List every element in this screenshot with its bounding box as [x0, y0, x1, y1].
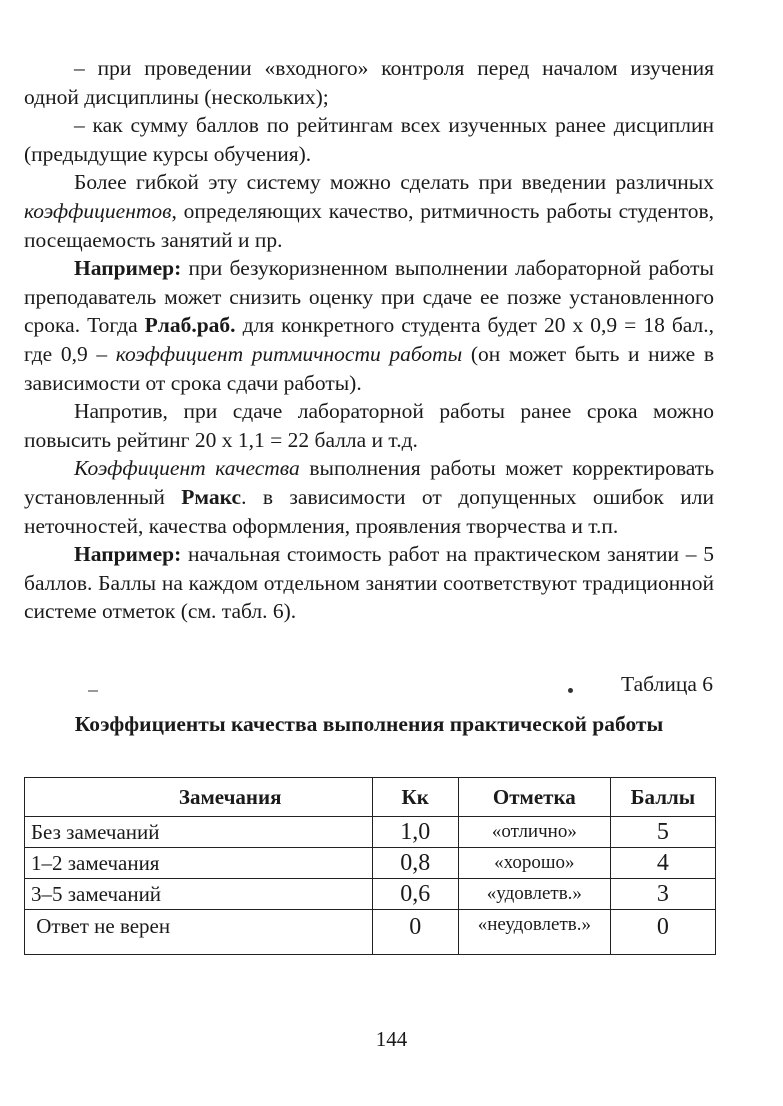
paragraph-text: (он может быть и ниже в зависимости от срока сдачи работы). — [24, 341, 714, 395]
cell-kk: 0 — [372, 910, 458, 955]
body-text — [24, 54, 714, 626]
table-number: Таблица 6 — [621, 672, 713, 696]
paragraph-text: начальная стоимость работ на практическом занятии – 5 баллов. Баллы на каждом отдельном занятии соответствуют традиционной системе отметок (см. табл. 6). — [24, 542, 714, 624]
emphasis-coefficients: коэффициентов — [24, 198, 172, 223]
paragraph-text: . в зависимости от допущенных ошибок или неточностей, качества оформления, проявления творчества и т.п. — [24, 484, 714, 538]
cell-grade: «отлично» — [458, 817, 610, 848]
table-row — [25, 910, 716, 955]
emphasis-rhythm-coefficient: коэффициент ритмичности работы — [115, 341, 463, 366]
cell-kk: 0,8 — [372, 848, 458, 879]
table-row — [25, 879, 716, 910]
paragraph-text: , определяющих качество, ритмичность работы студентов, посещаемость занятий и пр. — [24, 198, 714, 252]
variable-rmax: Рмакс — [181, 484, 242, 509]
paragraph-quality-coefficient — [24, 454, 714, 540]
cell-kk: 1,0 — [372, 817, 458, 848]
cell-points: 4 — [610, 848, 715, 879]
table-header-row — [25, 778, 716, 817]
cell-points: 5 — [610, 817, 715, 848]
quality-coefficients-table — [24, 777, 716, 955]
paragraph-text: для конкретного студента будет 20 x 0,9 = 18 бал., где 0,9 – — [24, 313, 715, 366]
paragraph-text: при безукоризненном выполнении лабораторной работы преподаватель может снизить оценку при сдаче ее позже установленного срока. Тогда — [24, 256, 714, 338]
example-lead: Например: — [74, 542, 182, 567]
page-number: 144 — [375, 1027, 408, 1051]
header-grade: Отметка — [458, 778, 610, 817]
paragraph-text: выполнения работы может корректировать установленный — [24, 456, 714, 509]
paragraph-example-lab — [24, 254, 714, 397]
cell-kk: 0,6 — [372, 879, 458, 910]
scan-mark — [88, 690, 98, 692]
cell-remarks: 1–2 замечания — [25, 848, 373, 879]
table-row — [25, 817, 716, 848]
paragraph-sum-of-ratings: – как сумму баллов по рейтингам всех изученных ранее дисциплин (предыдущие курсы обучения). — [24, 113, 714, 166]
cell-points: 3 — [610, 879, 715, 910]
emphasis-quality-coefficient: Коэффициент качества — [74, 456, 300, 481]
cell-grade: «удовлетв.» — [458, 879, 610, 910]
header-kk: Кк — [372, 778, 458, 817]
paragraph-example-practical — [24, 540, 714, 626]
cell-remarks: Ответ не верен — [25, 910, 373, 955]
header-remarks: Замечания — [25, 778, 373, 817]
paragraph-input-control: – при проведении «входного» контроля перед началом изучения одной дисциплины (нескольких); — [24, 56, 714, 109]
paragraph-early-submission: Напротив, при сдаче лабораторной работы ранее срока можно повысить рейтинг 20 x 1,1 = 22 балла и т.д. — [24, 399, 714, 452]
variable-rlab: Рлаб.раб. — [144, 313, 236, 338]
table-row — [25, 848, 716, 879]
cell-grade: «хорошо» — [458, 848, 610, 879]
table-caption: Коэффициенты качества выполнения практической работы — [74, 712, 664, 736]
cell-remarks: Без замечаний — [25, 817, 373, 848]
cell-grade: «неудовлетв.» — [458, 910, 610, 955]
scan-dot — [568, 688, 573, 693]
header-points: Баллы — [610, 778, 715, 817]
example-lead: Например: — [74, 256, 182, 281]
cell-points: 0 — [610, 910, 715, 955]
paragraph-coefficients — [24, 168, 714, 254]
paragraph-text: Более гибкой эту систему можно сделать при введении различных — [74, 170, 714, 195]
cell-remarks: 3–5 замечаний — [25, 879, 373, 910]
